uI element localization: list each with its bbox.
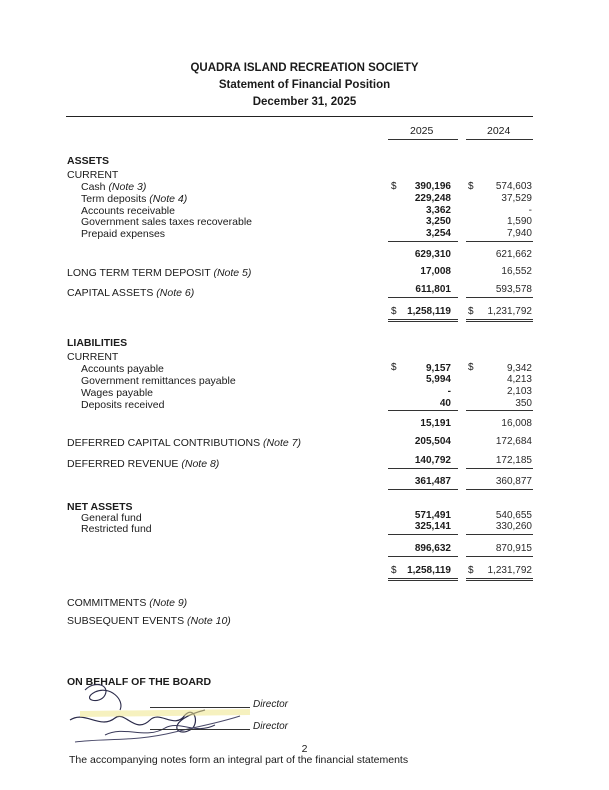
accounts-receivable-2025: 3,362: [425, 205, 451, 216]
commitments-label: COMMITMENTS (Note 9): [67, 597, 188, 609]
subtotal-rule: [466, 241, 533, 242]
currency-sign: $: [391, 362, 397, 373]
year-2024-header: 2024: [487, 125, 511, 137]
prepaid-2024: 7,940: [506, 228, 532, 239]
term-deposits-2024: 37,529: [501, 193, 532, 204]
total-liabilities-2024: 360,877: [495, 476, 532, 487]
liabilities-heading: LIABILITIES: [67, 337, 128, 349]
accounts-receivable-2024: -: [528, 205, 532, 216]
subtotal-rule: [466, 468, 533, 469]
currency-sign: $: [468, 306, 474, 317]
subtotal-rule: [466, 556, 533, 557]
restricted-fund-2024: 330,260: [495, 521, 532, 532]
accounts-payable-2025: 9,157: [425, 363, 451, 374]
currency-sign: $: [468, 565, 474, 576]
general-fund-2024: 540,655: [495, 510, 532, 521]
gst-recoverable-label: Government sales taxes recoverable: [81, 216, 252, 228]
double-rule: [466, 578, 533, 579]
general-fund-2025: 571,491: [414, 510, 451, 521]
subtotal-rule: [466, 534, 533, 535]
double-rule: [388, 578, 458, 579]
board-heading: ON BEHALF OF THE BOARD: [67, 676, 212, 688]
deferred-capital-2024: 172,684: [495, 436, 532, 447]
currency-sign: $: [391, 181, 397, 192]
total-net-assets-2024: 870,915: [495, 543, 532, 554]
cash-2025: 390,196: [414, 181, 451, 192]
director-signature-line-1: [150, 707, 250, 708]
double-rule: [388, 319, 458, 320]
capital-assets-2025: 611,801: [415, 284, 451, 295]
deposits-2025: 40: [439, 398, 451, 409]
grand-total-2024: 1,231,792: [487, 565, 532, 576]
page-number: 2: [301, 743, 308, 755]
year-2024-underline: [466, 139, 533, 140]
subtotal-rule: [388, 468, 458, 469]
double-rule: [466, 319, 533, 320]
total-net-assets-2025: 896,632: [414, 543, 451, 554]
restricted-fund-label: Restricted fund: [81, 523, 152, 535]
currency-sign: $: [391, 565, 397, 576]
footer-note: The accompanying notes form an integral part of the financial statements: [69, 754, 409, 766]
statement-title: Statement of Financial Position: [218, 79, 391, 91]
current-assets-total-2024: 621,662: [495, 249, 532, 260]
statement-date: December 31, 2025: [252, 96, 357, 108]
current-liabilities-total-2024: 16,008: [501, 418, 532, 429]
accounts-payable-label: Accounts payable: [81, 363, 164, 375]
director-signature-line-2: [150, 729, 250, 730]
subtotal-rule: [388, 556, 458, 557]
currency-sign: $: [468, 181, 474, 192]
long-term-deposit-label: LONG TERM TERM DEPOSIT (Note 5): [67, 267, 252, 279]
double-rule: [466, 321, 533, 322]
wages-2024: 2,103: [506, 386, 532, 397]
assets-current-heading: CURRENT: [67, 169, 119, 181]
org-name: QUADRA ISLAND RECREATION SOCIETY: [190, 62, 419, 74]
long-term-deposit-2024: 16,552: [501, 266, 532, 277]
subtotal-rule: [388, 241, 458, 242]
year-2025-underline: [388, 139, 458, 140]
deposits-2024: 350: [515, 398, 532, 409]
remittances-2024: 4,213: [506, 374, 532, 385]
deferred-capital-label: DEFERRED CAPITAL CONTRIBUTIONS (Note 7): [67, 437, 301, 449]
prepaid-2025: 3,254: [425, 228, 451, 239]
current-assets-total-2025: 629,310: [414, 249, 451, 260]
net-assets-heading: NET ASSETS: [67, 501, 133, 513]
director-label-2: Director: [253, 721, 289, 732]
gst-recoverable-2025: 3,250: [425, 216, 451, 227]
wages-label: Wages payable: [81, 387, 153, 399]
subtotal-rule: [466, 297, 533, 298]
deferred-revenue-2024: 172,185: [495, 455, 532, 466]
total-liabilities-2025: 361,487: [414, 476, 451, 487]
accounts-payable-2024: 9,342: [506, 363, 532, 374]
current-liabilities-total-2025: 15,191: [420, 418, 451, 429]
accounts-receivable-label: Accounts receivable: [81, 205, 175, 217]
remittances-label: Government remittances payable: [81, 375, 236, 387]
deposits-label: Deposits received: [81, 399, 165, 411]
header-rule: [66, 116, 533, 117]
subtotal-rule: [388, 534, 458, 535]
subtotal-rule: [466, 489, 533, 490]
subsequent-events-label: SUBSEQUENT EVENTS (Note 10): [67, 615, 231, 627]
total-assets-2024: 1,231,792: [487, 306, 532, 317]
long-term-deposit-2025: 17,008: [420, 266, 451, 277]
wages-2025: -: [447, 386, 451, 397]
capital-assets-2024: 593,578: [495, 284, 532, 295]
subtotal-rule: [466, 410, 533, 411]
deferred-revenue-label: DEFERRED REVENUE (Note 8): [67, 458, 220, 470]
general-fund-label: General fund: [81, 512, 142, 524]
double-rule: [388, 580, 458, 581]
prepaid-label: Prepaid expenses: [81, 228, 166, 240]
grand-total-2025: 1,258,119: [407, 565, 451, 576]
subtotal-rule: [388, 297, 458, 298]
restricted-fund-2025: 325,141: [414, 521, 451, 532]
subtotal-rule: [388, 489, 458, 490]
deferred-revenue-2025: 140,792: [414, 455, 451, 466]
double-rule: [388, 321, 458, 322]
term-deposits-2025: 229,248: [414, 193, 451, 204]
assets-heading: ASSETS: [67, 155, 110, 167]
cash-label: Cash (Note 3): [81, 181, 147, 193]
deferred-capital-2025: 205,504: [414, 436, 451, 447]
capital-assets-label: CAPITAL ASSETS (Note 6): [67, 287, 195, 299]
cash-2024: 574,603: [495, 181, 532, 192]
liabilities-current-heading: CURRENT: [67, 351, 119, 363]
total-assets-2025: 1,258,119: [407, 306, 451, 317]
term-deposits-label: Term deposits (Note 4): [81, 193, 188, 205]
subtotal-rule: [388, 410, 458, 411]
gst-recoverable-2024: 1,590: [506, 216, 532, 227]
double-rule: [466, 580, 533, 581]
director-label-1: Director: [253, 699, 289, 710]
currency-sign: $: [468, 362, 474, 373]
year-2025-header: 2025: [410, 125, 434, 137]
currency-sign: $: [391, 306, 397, 317]
remittances-2025: 5,994: [425, 374, 451, 385]
